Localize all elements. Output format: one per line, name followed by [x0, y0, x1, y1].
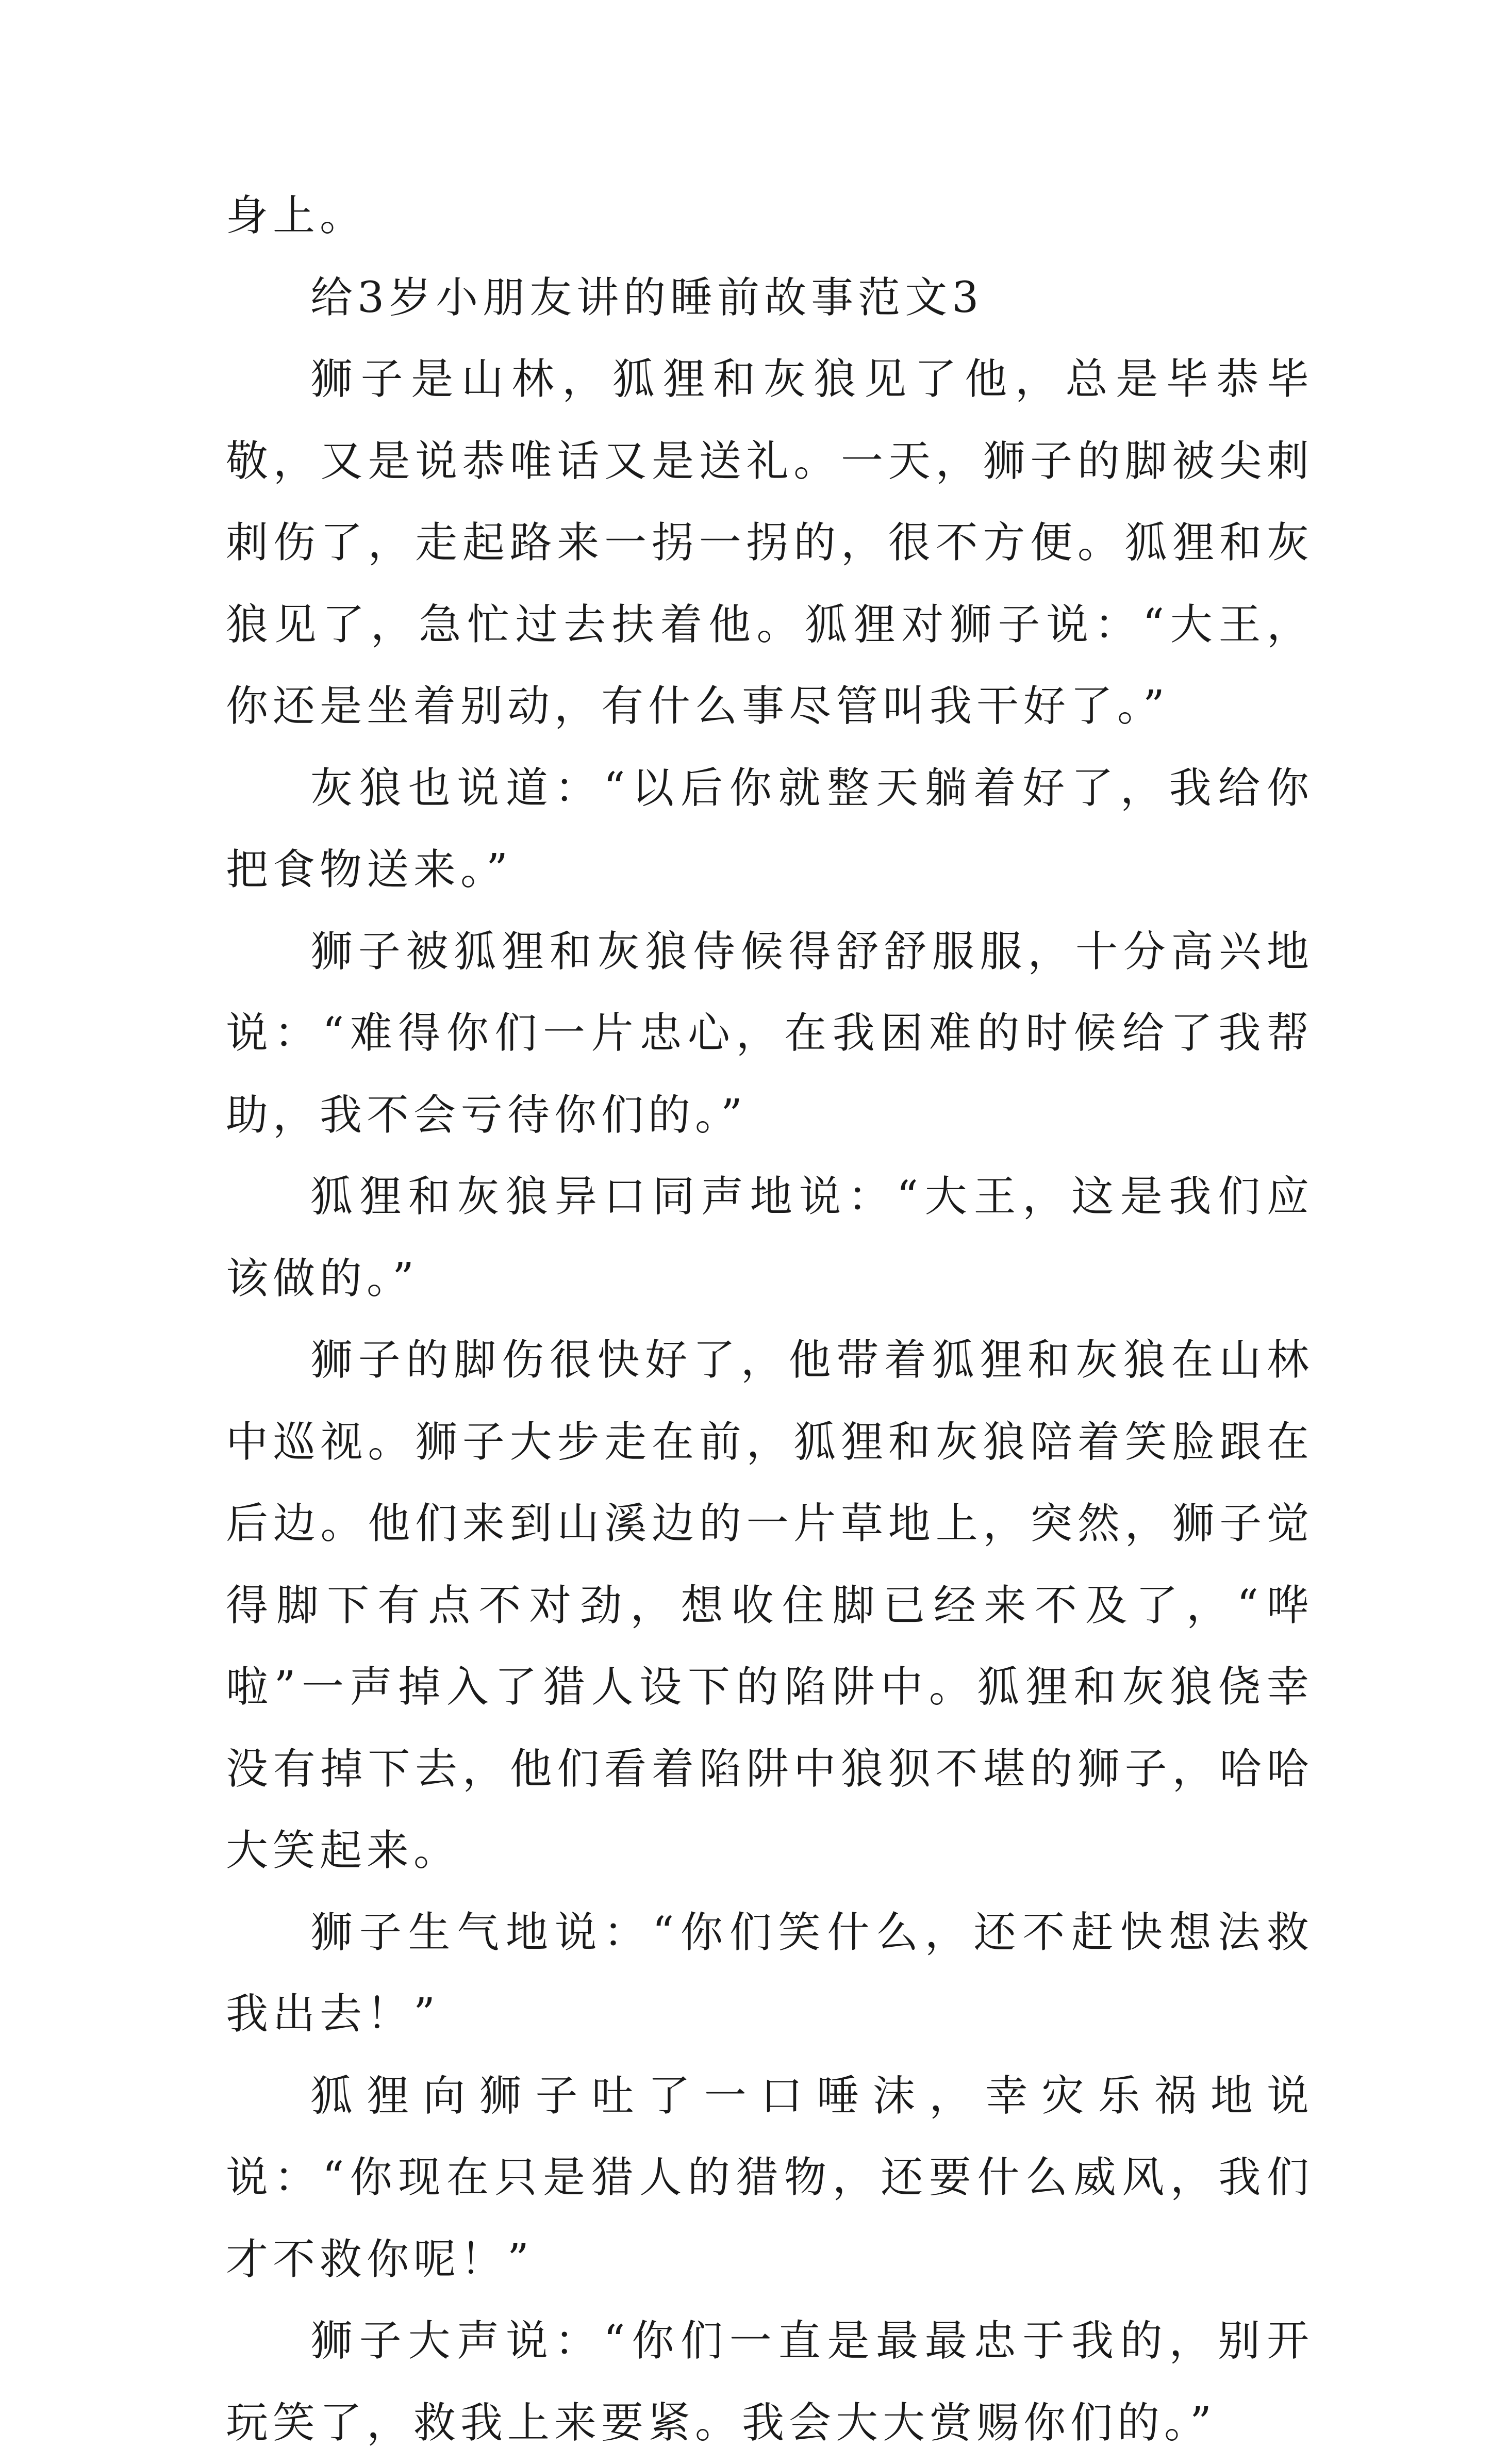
paragraph: 狮子生气地说：“你们笑什么，还不赶快想法救我出去！”	[226, 1908, 1314, 2039]
paragraph: 狐狸和灰狼异口同声地说：“大王，这是我们应该做的。”	[226, 1172, 1314, 1303]
paragraph: 狮子大声说：“你们一直是最最忠于我的，别开玩笑了，救我上来要紧。我会大大赏赐你们的。”	[226, 2317, 1314, 2447]
paragraph: 狐狸向狮子吐了一口唾沫，幸灾乐祸地说说：“你现在只是猎人的猎物，还要什么威风，我们才不救你呢！”	[226, 2071, 1314, 2284]
paragraph: 身上。	[226, 191, 367, 240]
section-heading: 给3岁小朋友讲的睡前故事范文3	[310, 273, 984, 322]
paragraph: 狮子是山林，狐狸和灰狼见了他，总是毕恭毕敬，又是说恭唯话又是送礼。一天，狮子的脚被尖刺刺伤了，走起路来一拐一拐的，很不方便。狐狸和灰狼见了，急忙过去扶着他。狐狸对狮子说：“大王，你还是坐着别动，有什么事尽管叫我干好了。”	[226, 355, 1314, 731]
paragraph: 狮子的脚伤很快好了，他带着狐狸和灰狼在山林中巡视。狮子大步走在前，狐狸和灰狼陪着笑脸跟在后边。他们来到山溪边的一片草地上，突然，狮子觉得脚下有点不对劲，想收住脚已经来不及了，“哗啦”一声掉入了猎人设下的陷阱中。狐狸和灰狼侥幸没有掉下去，他们看着陷阱中狼狈不堪的狮子，哈哈大笑起来。	[226, 1336, 1314, 1875]
document-body	[226, 175, 1314, 2464]
paragraph: 狮子被狐狸和灰狼侍候得舒舒服服，十分高兴地说：“难得你们一片忠心，在我困难的时候给了我帮助，我不会亏待你们的。”	[226, 927, 1314, 1140]
paragraph: 灰狼也说道：“以后你就整天躺着好了，我给你把食物送来。”	[226, 763, 1314, 894]
